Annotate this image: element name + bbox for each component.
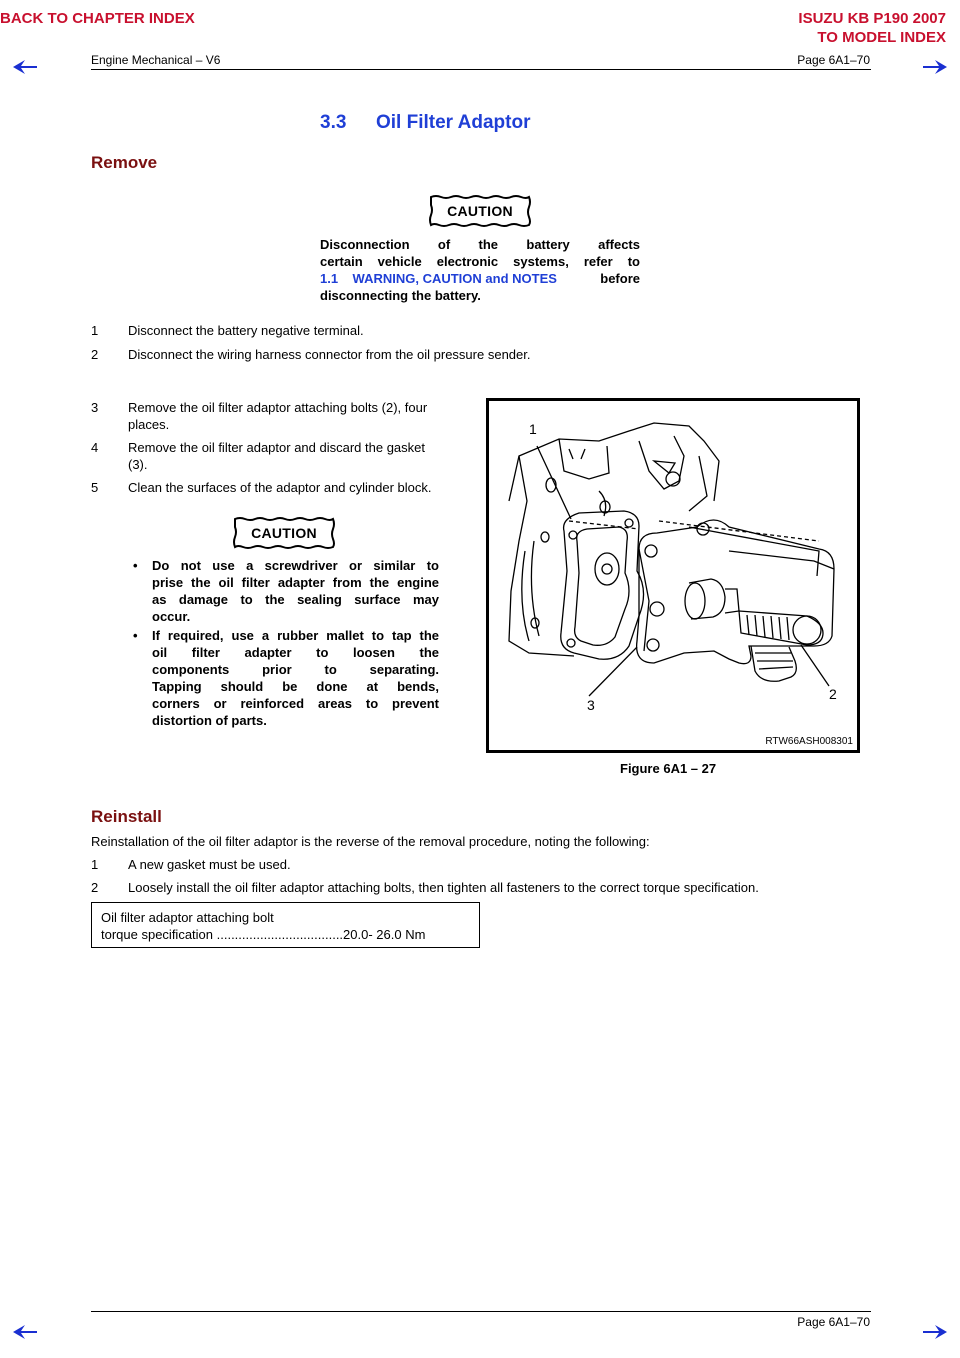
step-number: 5 bbox=[91, 480, 99, 495]
caution-message bbox=[320, 236, 640, 304]
reinstall-intro: Reinstallation of the oil filter adaptor is the reverse of the removal procedure, noting the following: bbox=[91, 834, 650, 849]
bullet-line: occur. bbox=[152, 609, 191, 624]
warning-caution-notes-link[interactable]: 1.1 WARNING, CAUTION and NOTES bbox=[320, 271, 557, 286]
header-chapter-title: Engine Mechanical – V6 bbox=[91, 53, 221, 67]
step-text-continued: (3). bbox=[128, 457, 148, 472]
caution-bullet-2 bbox=[133, 627, 439, 731]
left-arrow-icon[interactable] bbox=[12, 60, 38, 74]
callout-2: 2 bbox=[829, 686, 837, 702]
caution-line-3 bbox=[320, 270, 640, 287]
bullet-line: If required, use a rubber mallet to tap the bbox=[152, 628, 439, 643]
step-number: 2 bbox=[91, 347, 99, 362]
bullet-line: oil filter adapter to loosen the bbox=[152, 645, 439, 660]
step-5 bbox=[91, 479, 471, 497]
figure-oil-filter-adaptor bbox=[486, 398, 860, 753]
step-text: Clean the surfaces of the adaptor and cylinder block. bbox=[128, 480, 432, 495]
left-arrow-icon[interactable] bbox=[12, 1325, 38, 1339]
figure-reference-code: RTW66ASH008301 bbox=[765, 736, 853, 747]
caution-text-1: CAUTION bbox=[447, 203, 513, 219]
caution-line-3-tail: before bbox=[600, 271, 640, 286]
model-title-link[interactable]: ISUZU KB P190 2007 bbox=[798, 10, 946, 27]
step-number: 4 bbox=[91, 440, 99, 455]
figure-caption: Figure 6A1 – 27 bbox=[620, 761, 717, 776]
step-1 bbox=[91, 322, 871, 340]
step-number: 3 bbox=[91, 400, 99, 415]
step-number: 1 bbox=[91, 323, 99, 338]
caution-text-2: CAUTION bbox=[251, 525, 317, 541]
header-rule bbox=[91, 69, 871, 70]
remove-heading: Remove bbox=[91, 153, 158, 172]
right-arrow-icon[interactable] bbox=[922, 1325, 948, 1339]
caution-label-2 bbox=[232, 516, 336, 550]
caution-line-2: certain vehicle electronic systems, refer to bbox=[320, 254, 640, 269]
step-text: Remove the oil filter adaptor attaching bolts (2), four bbox=[128, 400, 428, 415]
reinstall-step-1 bbox=[91, 856, 871, 874]
bullet-line: distortion of parts. bbox=[152, 713, 267, 728]
reinstall-heading: Reinstall bbox=[91, 807, 162, 826]
step-text: Remove the oil filter adaptor and discard the gasket bbox=[128, 440, 426, 455]
bullet-line: prise the oil filter adapter from the engine bbox=[152, 575, 439, 590]
step-text: Loosely install the oil filter adaptor attaching bolts, then tighten all fasteners to the correct torque specification. bbox=[128, 880, 759, 895]
section-number: 3.3 bbox=[320, 112, 347, 133]
step-3 bbox=[91, 399, 471, 435]
caution-line-1: Disconnection of the battery affects bbox=[320, 237, 640, 252]
header-page-number: Page 6A1–70 bbox=[797, 53, 870, 67]
torque-spec-value: torque specification ...................................20.0- 26.0 Nm bbox=[101, 927, 426, 942]
torque-spec-label: Oil filter adaptor attaching bolt bbox=[101, 910, 274, 925]
step-2 bbox=[91, 346, 871, 364]
back-to-chapter-index-link[interactable]: BACK TO CHAPTER INDEX bbox=[0, 10, 195, 27]
step-text: Disconnect the battery negative terminal. bbox=[128, 323, 364, 338]
step-text: A new gasket must be used. bbox=[128, 857, 291, 872]
footer-rule bbox=[91, 1311, 871, 1312]
step-number: 2 bbox=[91, 880, 99, 895]
step-text: Disconnect the wiring harness connector from the oil pressure sender. bbox=[128, 347, 531, 362]
bullet-line: components prior to separating. bbox=[152, 662, 439, 677]
reinstall-step-2 bbox=[91, 879, 871, 897]
bullet-dot: • bbox=[133, 628, 138, 643]
to-model-index-link[interactable]: TO MODEL INDEX bbox=[817, 29, 946, 46]
bullet-line: Do not use a screwdriver or similar to bbox=[152, 558, 439, 573]
caution-label-1 bbox=[428, 194, 532, 228]
bullet-line: corners or reinforced areas to prevent bbox=[152, 696, 439, 711]
bullet-dot: • bbox=[133, 558, 138, 573]
bullet-line: as damage to the sealing surface may bbox=[152, 592, 439, 607]
bullet-line: Tapping should be done at bends, bbox=[152, 679, 439, 694]
right-arrow-icon[interactable] bbox=[922, 60, 948, 74]
step-number: 1 bbox=[91, 857, 99, 872]
section-title: Oil Filter Adaptor bbox=[376, 112, 531, 133]
callout-3: 3 bbox=[587, 697, 595, 713]
step-4 bbox=[91, 439, 471, 475]
caution-bullet-1 bbox=[133, 557, 439, 627]
torque-spec-box bbox=[91, 902, 480, 948]
callout-1: 1 bbox=[529, 421, 537, 437]
footer-page-number: Page 6A1–70 bbox=[797, 1315, 870, 1329]
caution-line-4: disconnecting the battery. bbox=[320, 288, 481, 303]
step-text-continued: places. bbox=[128, 417, 170, 432]
oil-filter-adaptor-illustration bbox=[489, 401, 857, 750]
